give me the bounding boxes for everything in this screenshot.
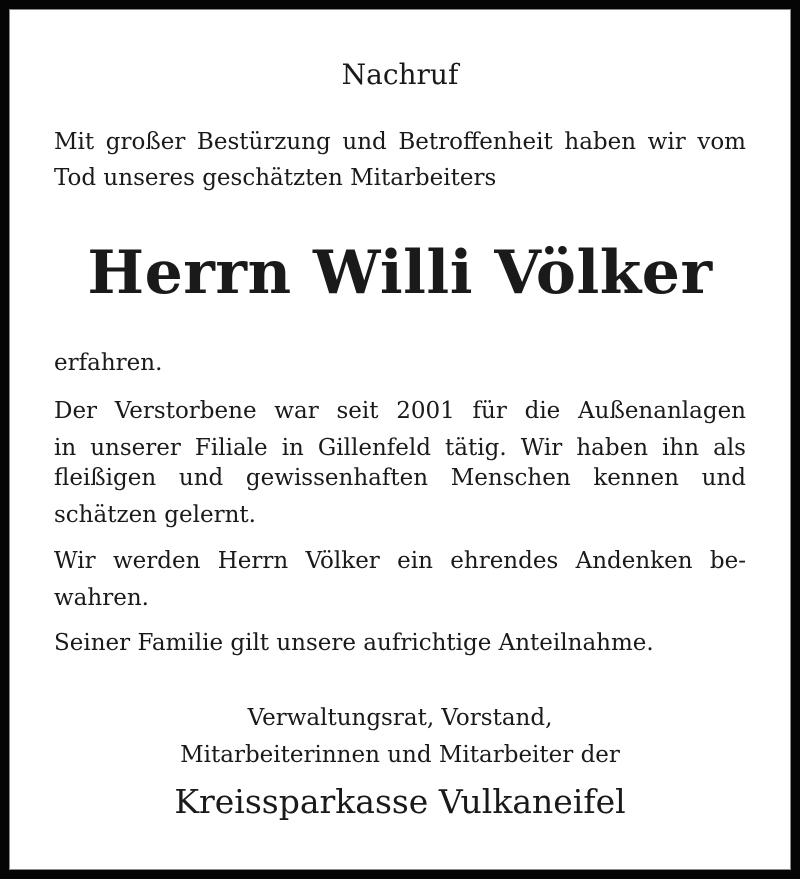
- intro-line: Mit großer Bestürzung und Betroffenheit haben wir vom: [54, 129, 746, 155]
- signature-line: Mitarbeiterinnen und Mitarbeiter der: [180, 742, 620, 768]
- paragraph-line: Seiner Familie gilt unsere aufrichtige Anteilnahme.: [54, 630, 654, 656]
- after-name-text: erfahren.: [54, 350, 163, 376]
- paragraph-line: in unserer Filiale in Gillenfeld tätig. Wir haben ihn als: [54, 435, 746, 461]
- paragraph-line: wahren.: [54, 585, 149, 611]
- signature-line: Verwaltungsrat, Vorstand,: [247, 705, 553, 731]
- paragraph-line: fleißigen und gewissenhaften Menschen kennen und: [54, 465, 746, 491]
- deceased-name: Herrn Willi Völker: [87, 238, 713, 308]
- paragraph-line: schätzen gelernt.: [54, 502, 256, 528]
- intro-line: Tod unseres geschätzten Mitarbeiters: [54, 165, 497, 191]
- notice-title: Nachruf: [341, 58, 459, 91]
- organization-name: Kreissparkasse Vulkaneifel: [174, 782, 626, 821]
- paragraph-line: Wir werden Herrn Völker ein ehrendes Andenken be-: [54, 548, 746, 574]
- paragraph-line: Der Verstorbene war seit 2001 für die Außenanlagen: [54, 398, 746, 424]
